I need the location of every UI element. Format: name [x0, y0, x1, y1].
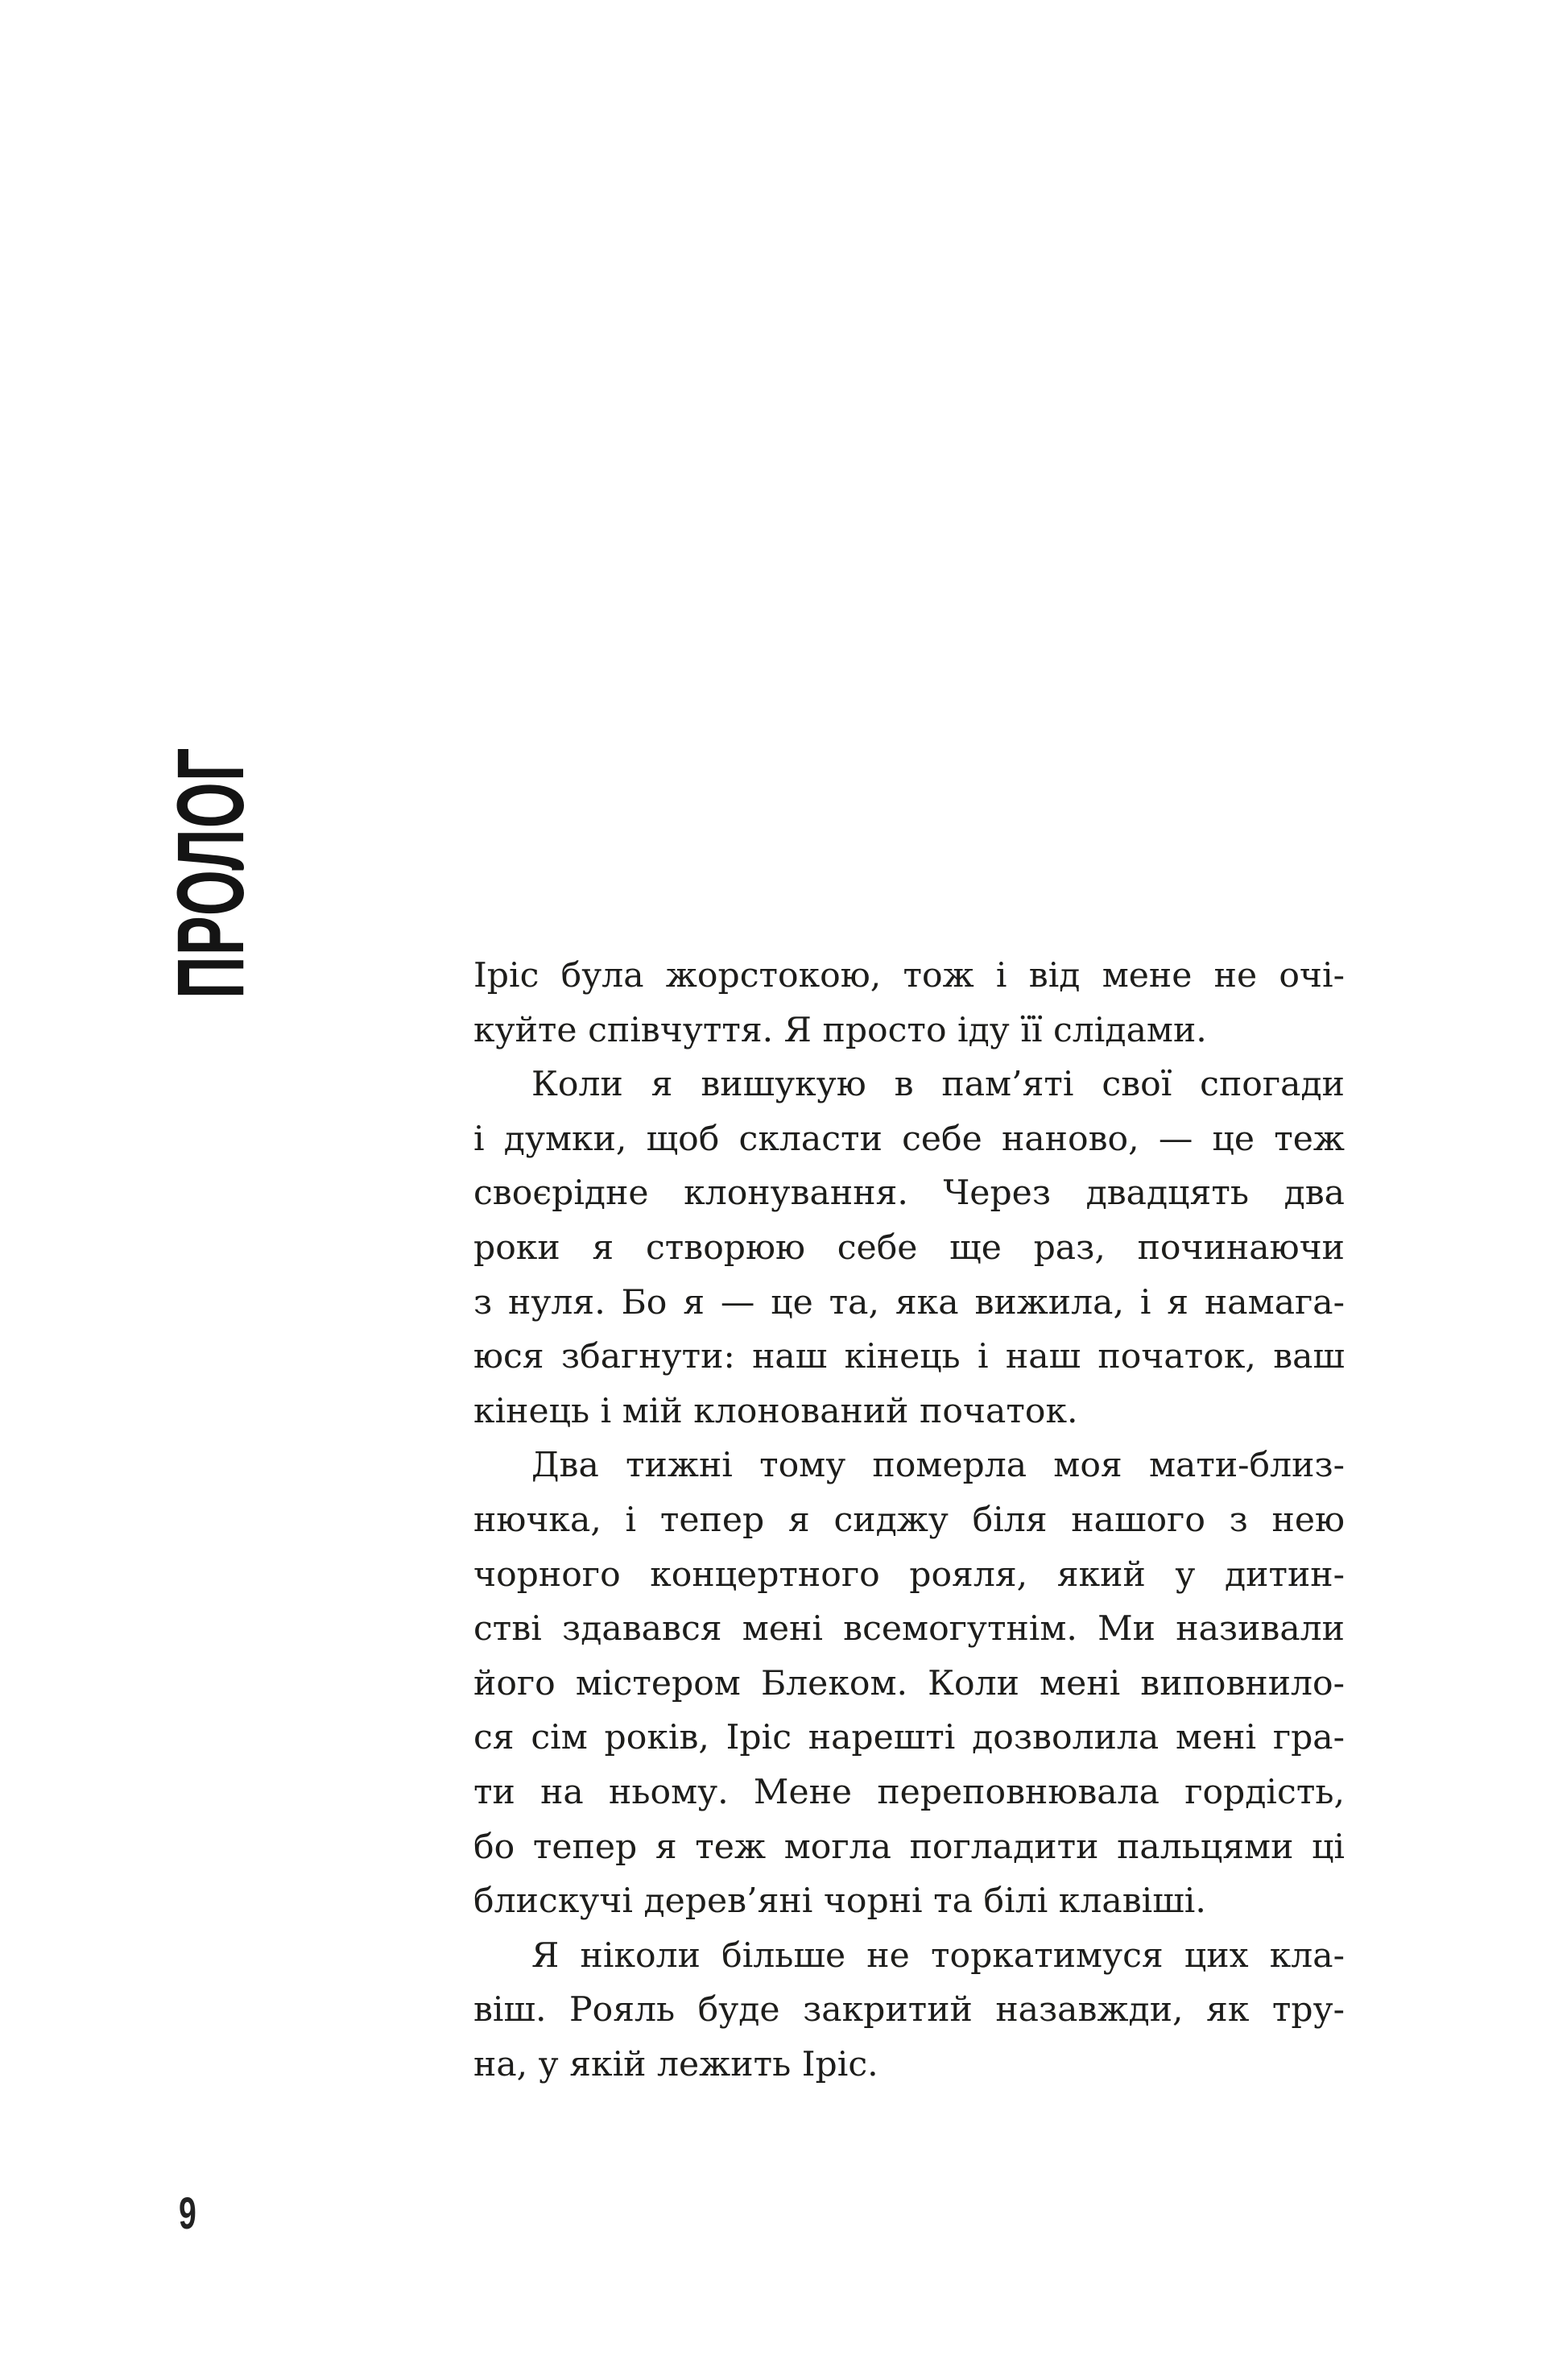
- text-line: Два тижні тому померла моя мати-близ-: [531, 1446, 1345, 1486]
- text-line: Іріс була жорстокою, тож і від мене не очі-: [473, 956, 1345, 995]
- text-line: кінець і мій клонований початок.: [473, 1391, 1078, 1431]
- text-line: своєрідне клонування. Через двадцять два: [473, 1173, 1345, 1214]
- paragraph-3: [473, 1438, 1345, 1928]
- text-line: роки я створюю себе ще раз, починаючи: [473, 1227, 1345, 1268]
- text-line: бо тепер я теж могла погладити пальцями ці: [473, 1827, 1345, 1867]
- paragraph-1: [473, 949, 1345, 1058]
- text-line: Я ніколи більше не торкатимуся цих кла-: [531, 1935, 1345, 1976]
- paragraph-2: [473, 1058, 1345, 1438]
- text-line: куйте співчуття. Я просто іду її слідами.: [473, 1010, 1207, 1050]
- text-line: нючка, і тепер я сиджу біля нашого з нею: [473, 1500, 1345, 1540]
- chapter-title: ПРОЛОГ: [158, 747, 264, 999]
- text-line: віш. Рояль буде закритий назавжди, як тру-: [473, 1990, 1345, 2030]
- text-line: і думки, щоб скласти себе наново, — це теж: [473, 1119, 1345, 1159]
- text-line: на, у якій лежить Іріс.: [473, 2044, 878, 2084]
- text-line: блискучі дерев’яні чорні та білі клавіші.: [473, 1881, 1206, 1922]
- text-line: ти на ньому. Мене переповнювала гордість,: [473, 1772, 1345, 1812]
- text-line: ся сім років, Іріс нарешті дозволила мені гра-: [473, 1718, 1345, 1758]
- text-line: чорного концертного рояля, який у дитин-: [473, 1554, 1345, 1595]
- text-line: стві здавався мені всемогутнім. Ми називали: [473, 1609, 1345, 1649]
- paragraph-4: [473, 1929, 1345, 2092]
- text-line: його містером Блеком. Коли мені виповнило-: [473, 1663, 1345, 1703]
- text-line: юся збагнути: наш кінець і наш початок, ваш: [473, 1337, 1345, 1377]
- text-line: з нуля. Бо я — це та, яка вижила, і я намага-: [473, 1282, 1345, 1322]
- body-text: [473, 949, 1345, 2092]
- page-number: 9: [179, 2188, 196, 2238]
- text-line: Коли я вишукую в пам’яті свої спогади: [531, 1065, 1345, 1105]
